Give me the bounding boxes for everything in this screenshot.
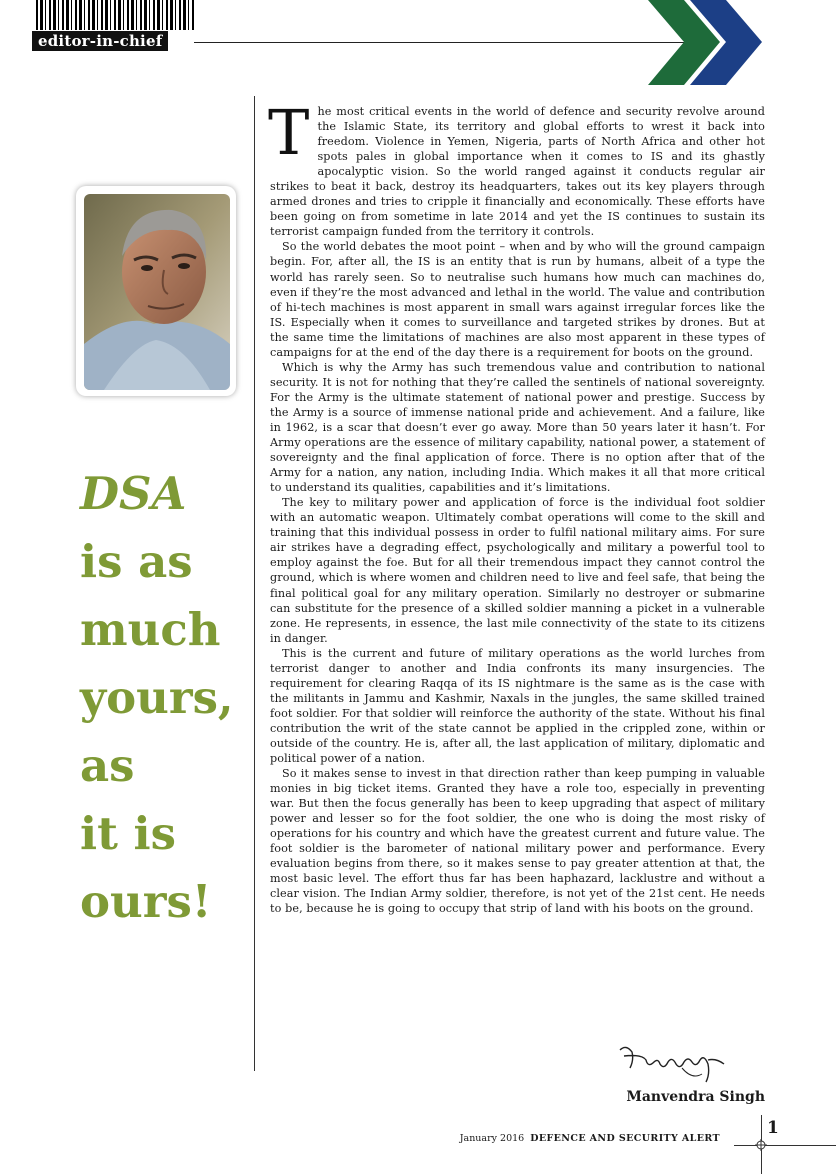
barcode-graphic <box>36 0 194 30</box>
section-label: editor-in-chief <box>32 31 168 51</box>
pull-quote-line: it is <box>80 807 176 860</box>
publication-name: DEFENCE AND SECURITY ALERT <box>530 1133 720 1144</box>
author-name: Manvendra Singh <box>626 1089 765 1105</box>
drop-cap: T <box>268 96 310 169</box>
footer-rule <box>734 1145 836 1146</box>
page-number: 1 <box>767 1118 779 1138</box>
pull-quote-line: ours! <box>80 875 212 928</box>
pull-quote-line: much <box>80 603 221 656</box>
article-paragraph <box>268 96 765 239</box>
column-rule <box>254 96 255 1071</box>
pull-quote-line: is as <box>80 535 193 588</box>
author-portrait-photo <box>84 194 230 390</box>
article-body <box>268 96 765 917</box>
article-paragraph: The key to military power and application of force is the individual foot soldier with an automatic weapon. Ultimately combat operations will come to the skill and training that this individual possess in order to fulfil national military aims. For sure air strikes have a degrading effect, psychologically and military a powerful tool to employ against the foe. But for all their tremendous impact they cannot control the ground, which is where women and children need to live and feel safe, that being the final political goal for any military operation. Similarly no destroyer or submarine can substitute for the presence of a skilled soldier manning a picket in a vulnerable zone. He represents, in essence, the last mile connectivity of the state to its citizens in danger. <box>270 496 765 645</box>
chevron-arrows-icon <box>648 0 768 85</box>
crosshair-icon <box>755 1139 767 1151</box>
article-paragraph: Which is why the Army has such tremendous value and contribution to national security. It is not for nothing that they’re called the sentinels of national sovereignty. For the Army is the ultimate statement of national power and prestige. Success by the Army is a source of immense national pride and achievement. And a failure, like in 1962, is a scar that doesn’t ever go away. More than 50 years later it hasn’t. For Army operations are the essence of military capability, national power, a statement of sovereignty and the final application of force. There is no option after that of the Army for a nation, any nation, including India. Which makes it all that more critical to understand its qualities, capabilities and it’s limitations. <box>270 360 765 495</box>
footer-credit <box>400 1133 720 1144</box>
handwritten-signature <box>612 1040 732 1090</box>
issue-date: January 2016 <box>459 1133 525 1144</box>
pull-quote-line: as <box>80 739 135 792</box>
pull-quote-line: yours, <box>80 671 234 724</box>
article-paragraph: So it makes sense to invest in that direction rather than keep pumping in valuable monies in big ticket items. Granted they have a role too, especially in preventing war. But then the focus generally has been to keep upgrading that aspect of military power and lesser so for the foot soldier, the one who is doing the most risky of operations for his country and which have the greatest current and future value. The foot soldier is the barometer of national military power and performance. Every evaluation begins from there, so it makes sense to pay greater attention at that, the most basic level. The effort thus far has been haphazard, lacklustre and without a clear vision. The Indian Army soldier, therefore, is not yet of the 21st cent. He needs to be, because he is going to occupy that strip of land with his boots on the ground. <box>270 767 765 916</box>
article-paragraph: So the world debates the moot point – when and by who will the ground campaign begin. For, after all, the IS is an entity that is run by humans, albeit of a type the world has rarely seen. So to neutralise such humans how much can machines do, even if they’re the most advanced and lethal in the world. The value and contribution of hi-tech machines is most apparent in small wars against irregular forces like the IS. Especially when it comes to surveillance and targeted strikes by drones. But at the same time the limitations of machines are also most apparent in these types of campaigns for at the end of the day there is a requirement for boots on the ground. <box>270 240 765 359</box>
header-rule <box>194 42 714 43</box>
pull-quote-line: DSA <box>80 467 187 520</box>
article-paragraph: This is the current and future of military operations as the world lurches from terrorist danger to another and India confronts its many insurgencies. The requirement for clearing Raqqa of its IS nightmare is the same as is the case with the militants in Jammu and Kashmir, Naxals in the jungles, the same skilled trained foot soldier. For that soldier will reinforce the authority of the state. Without his final contribution the writ of the state cannot be applied in the crippled zone, within or outside of the country. He is, after all, the last application of military, diplomatic and political power of a nation. <box>270 646 765 766</box>
pull-quote <box>80 460 250 936</box>
paragraph-text: he most critical events in the world of defence and security revolve around the Islamic State, its territory and global efforts to wrest it back into freedom. Violence in Yemen, Nigeria, parts of North Africa and other hot spots pales in global importance when it comes to IS and its ghastly apocalyptic vision. So the world ranged against it conducts regular air strikes to beat it back, destroy its headquarters, takes out its key players through armed drones and tries to cripple it financially and economically. These efforts have been going on from sometime in late 2014 and yet the IS continues to sustain its terrorist campaign funded from the territory it controls. <box>270 105 765 239</box>
